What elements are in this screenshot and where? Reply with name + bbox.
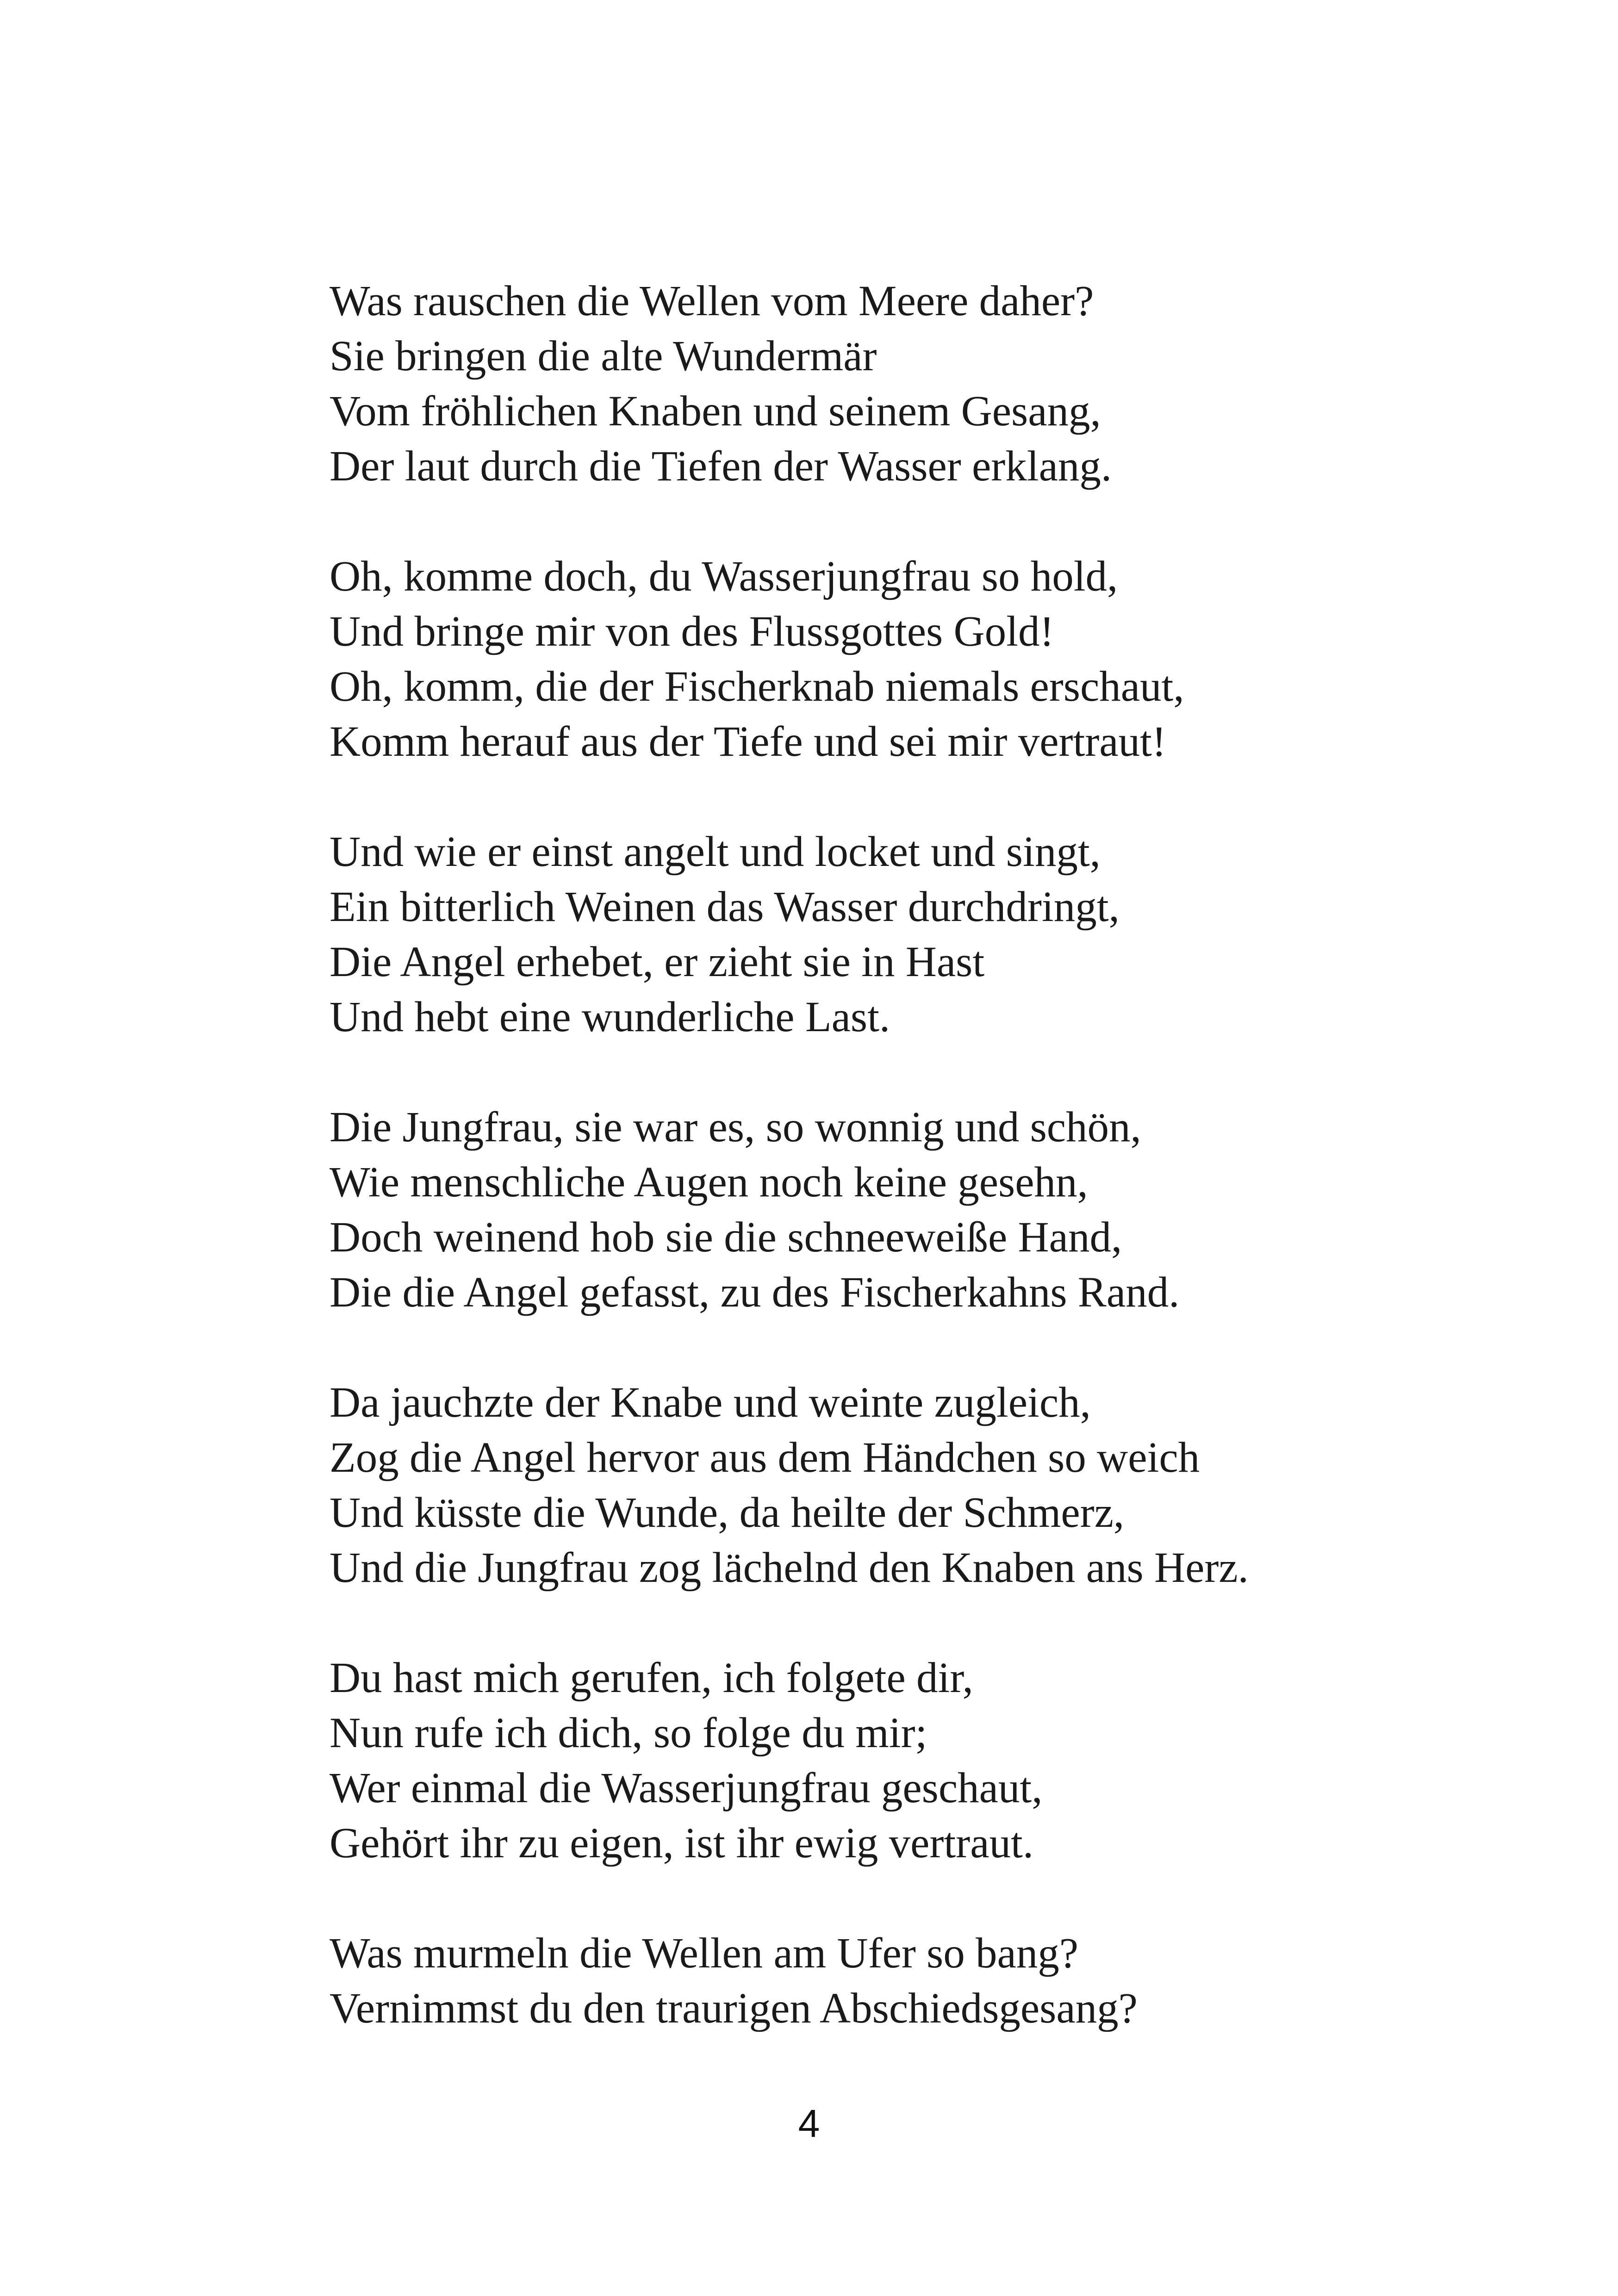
poem-line: Und hebt eine wunderliche Last. xyxy=(330,993,890,1041)
poem-line: Wie menschliche Augen noch keine gesehn, xyxy=(330,1158,1088,1206)
poem-line: Und die Jungfrau zog lächelnd den Knaben ans Herz. xyxy=(330,1544,1249,1592)
poem-line: Die Jungfrau, sie war es, so wonnig und schön, xyxy=(330,1103,1141,1151)
stanza-6 xyxy=(330,1650,1487,1871)
poem-line: Vom fröhlichen Knaben und seinem Gesang, xyxy=(330,387,1101,435)
poem-line: Die die Angel gefasst, zu des Fischerkahns Rand. xyxy=(330,1269,1180,1316)
poem-line: Und wie er einst angelt und locket und singt, xyxy=(330,828,1101,876)
poem-line: Oh, komme doch, du Wasserjungfrau so hold, xyxy=(330,553,1118,600)
poem-line: Oh, komm, die der Fischerknab niemals erschaut, xyxy=(330,663,1184,710)
poem-line: Nun rufe ich dich, so folge du mir; xyxy=(330,1709,927,1757)
poem-line: Vernimmst du den traurigen Abschiedsgesang? xyxy=(330,1985,1138,2032)
poem-line: Was rauschen die Wellen vom Meere daher? xyxy=(330,277,1094,325)
page-number: 4 xyxy=(798,2102,820,2145)
stanza-7 xyxy=(330,1926,1487,2036)
poem-line: Gehört ihr zu eigen, ist ihr ewig vertraut. xyxy=(330,1819,1034,1867)
poem-line: Und bringe mir von des Flussgottes Gold! xyxy=(330,608,1054,655)
poem-line: Ein bitterlich Weinen das Wasser durchdringt, xyxy=(330,883,1120,931)
stanza-1 xyxy=(330,274,1487,494)
poem-line: Du hast mich gerufen, ich folgete dir, xyxy=(330,1654,973,1702)
poem-line: Sie bringen die alte Wundermär xyxy=(330,332,877,380)
stanza-2 xyxy=(330,549,1487,769)
poem-line: Zog die Angel hervor aus dem Händchen so weich xyxy=(330,1434,1200,1481)
stanza-5 xyxy=(330,1375,1487,1595)
stanza-4 xyxy=(330,1100,1487,1320)
poem-line: Was murmeln die Wellen am Ufer so bang? xyxy=(330,1929,1079,1977)
poem-line: Komm herauf aus der Tiefe und sei mir vertraut! xyxy=(330,718,1166,765)
poem-line: Der laut durch die Tiefen der Wasser erklang. xyxy=(330,442,1112,490)
poem-line: Wer einmal die Wasserjungfrau geschaut, xyxy=(330,1764,1043,1812)
poem-line: Doch weinend hob sie die schneeweiße Hand, xyxy=(330,1213,1122,1261)
stanza-3 xyxy=(330,824,1487,1045)
poem-line: Und küsste die Wunde, da heilte der Schmerz, xyxy=(330,1489,1125,1537)
poem-line: Da jauchzte der Knabe und weinte zugleich, xyxy=(330,1379,1091,1426)
poem-body xyxy=(330,274,1487,2036)
poem-line: Die Angel erhebet, er zieht sie in Hast xyxy=(330,938,985,986)
